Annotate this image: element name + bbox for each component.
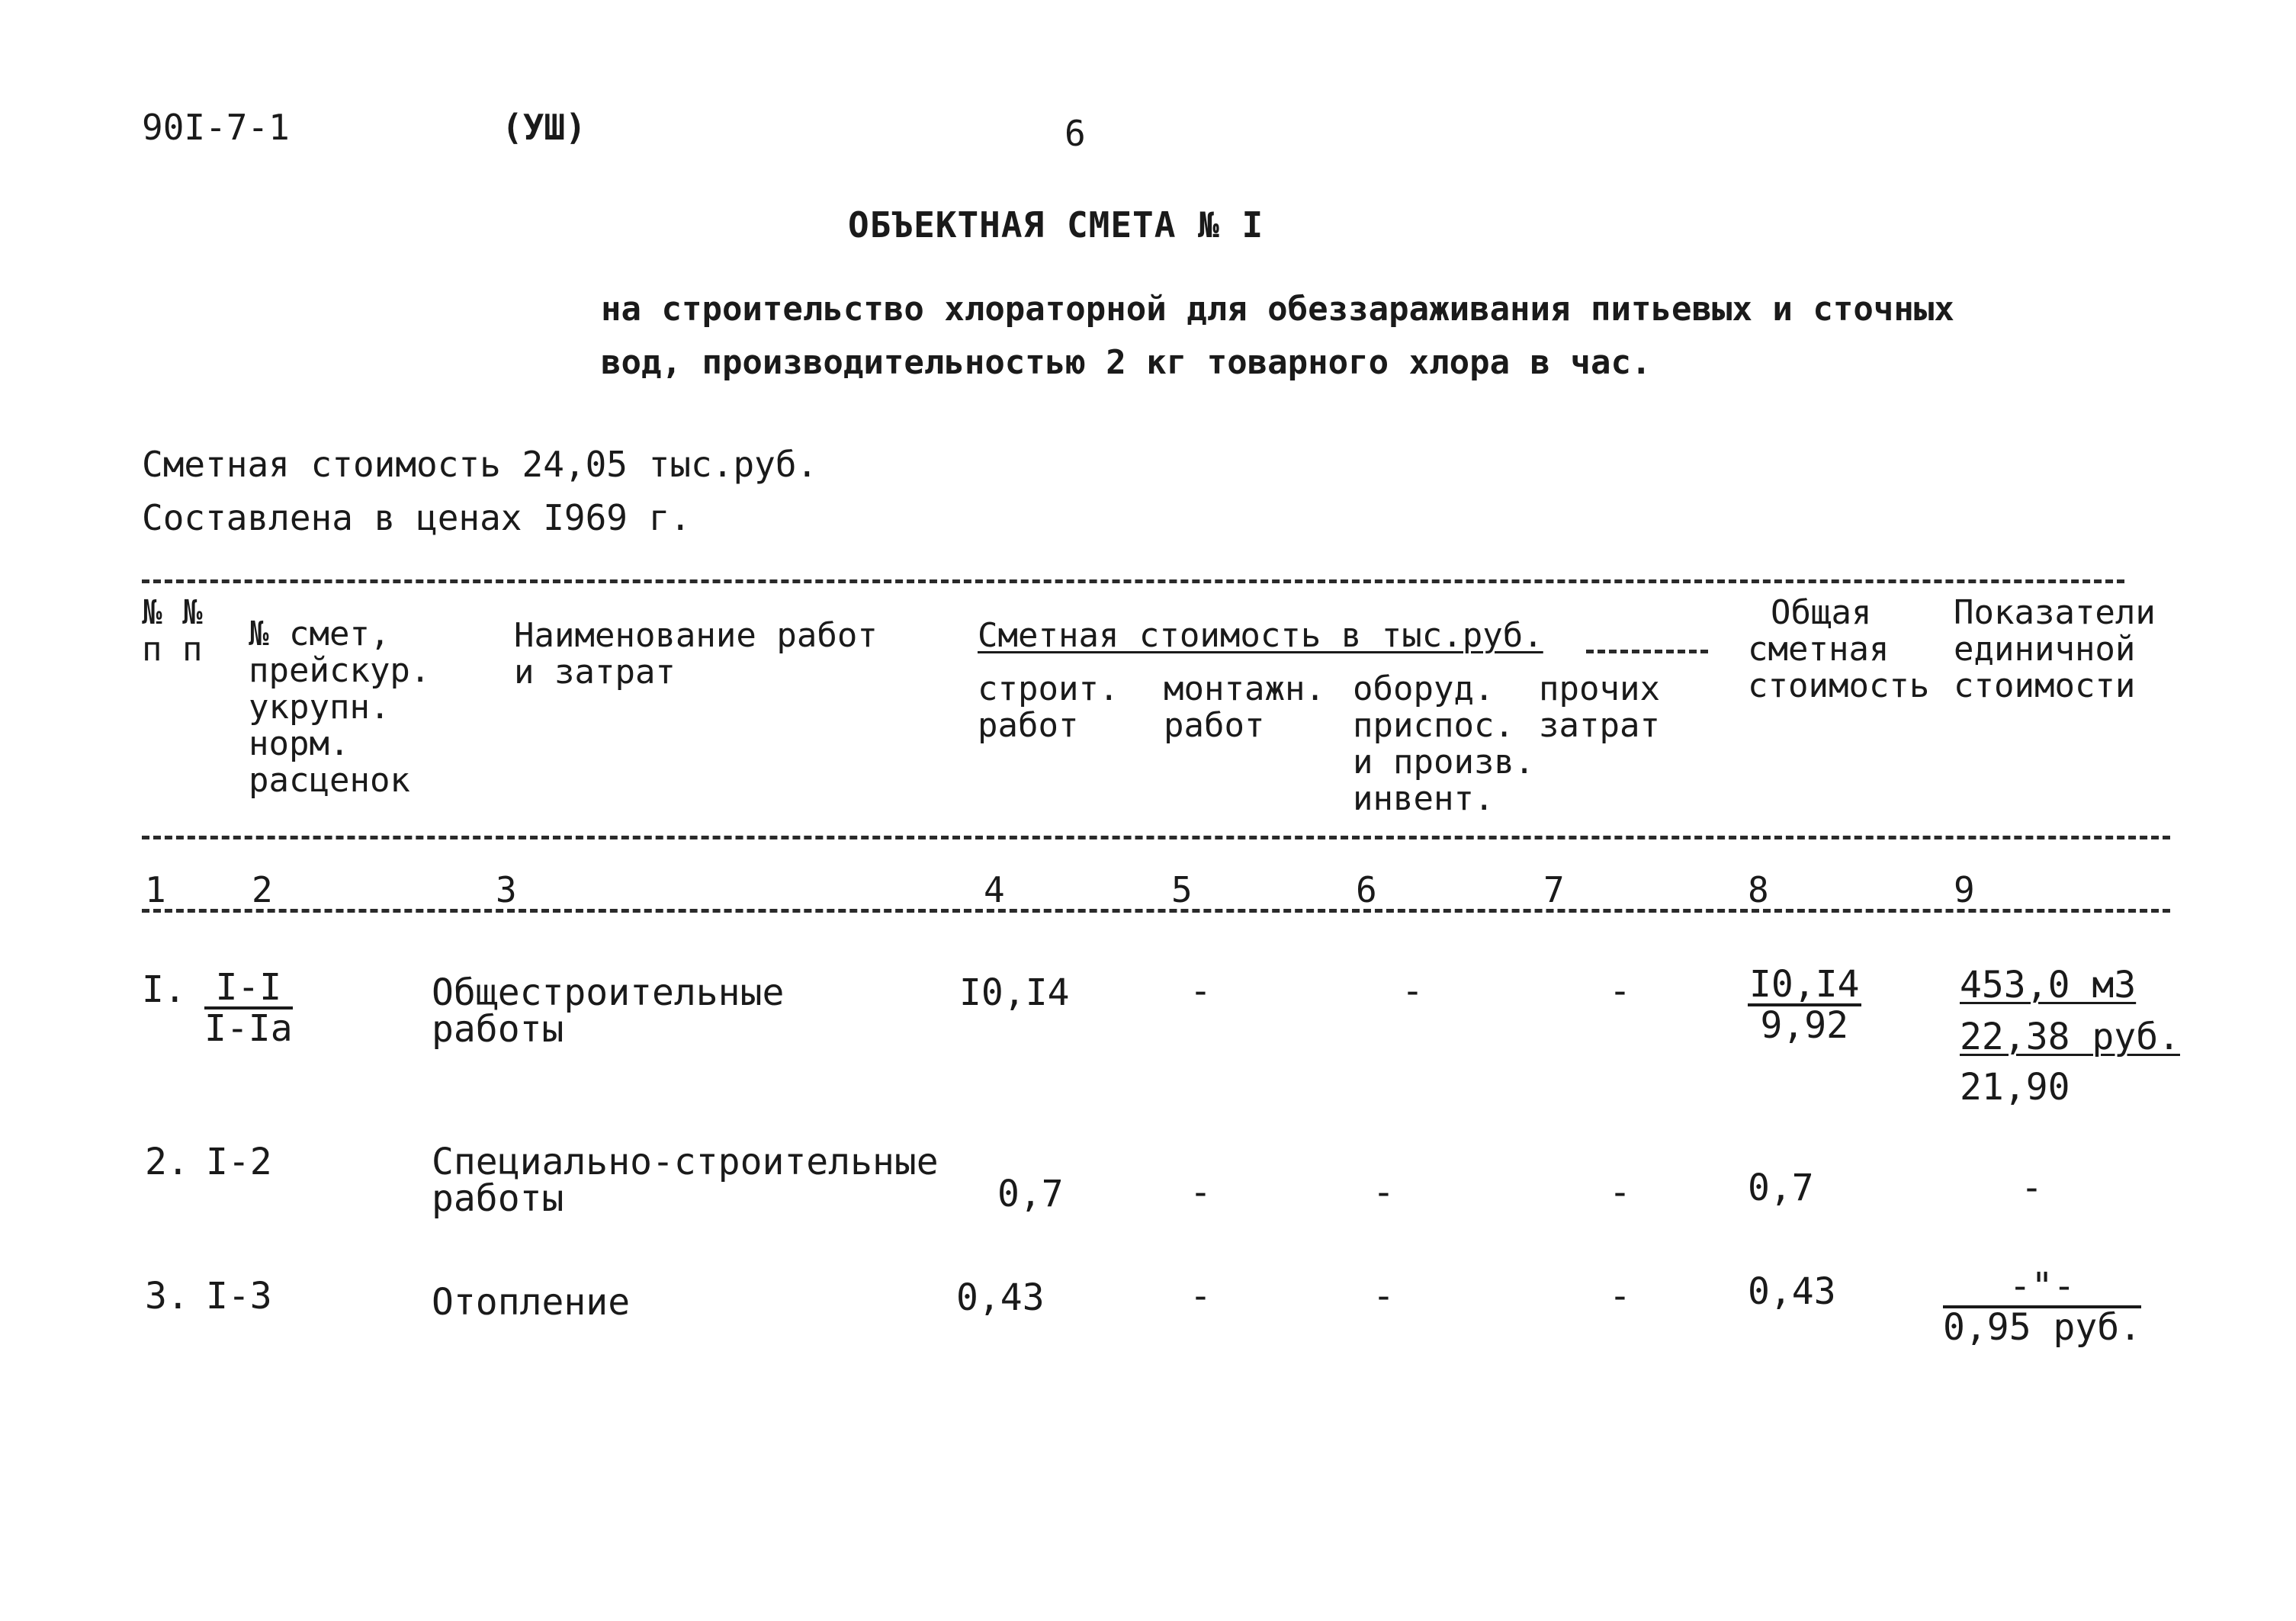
row-number: I.	[142, 968, 186, 1011]
column-number-1: 1	[145, 869, 166, 910]
row-number: 2.	[145, 1141, 189, 1183]
column-number-9: 9	[1954, 869, 1975, 910]
header-col-6: оборуд. приспос. и произв. инвент.	[1353, 669, 1535, 818]
header-col-7: прочих затрат	[1539, 669, 1660, 745]
table-top-rule	[142, 579, 2124, 583]
document-code: 90I-7-1	[142, 107, 290, 148]
row-code: I-3	[206, 1275, 272, 1318]
row-name: Специально-строительные работы	[432, 1141, 939, 1220]
row-number: 3.	[145, 1275, 189, 1318]
header-col-4: строит. работ	[978, 669, 1119, 745]
prices-year: Составлена в ценах I969 г.	[142, 497, 692, 538]
header-col-2: № смет, прейскур. укрупн. норм. расценок	[249, 615, 431, 800]
row-equipment: -	[1402, 970, 1424, 1013]
row-other: -	[1609, 970, 1631, 1013]
row-code: $\frac{I-I}{I-Ia}$	[204, 966, 293, 1050]
row-indicator-alt: 21,90	[1960, 1066, 2070, 1109]
row-construction: 0,43	[956, 1276, 1045, 1319]
row-total: 0,7	[1748, 1167, 1814, 1209]
row-indicator: $\frac{-"-}{\text{0,95 руб.}}$	[1943, 1265, 2142, 1349]
row-installation: -	[1190, 1171, 1212, 1214]
row-indicator-volume: 453,0 м3	[1960, 964, 2137, 1006]
row-installation: -	[1190, 970, 1212, 1013]
page-title: ОБЪЕКТНАЯ СМЕТА № I	[848, 204, 1264, 246]
row-other: -	[1609, 1275, 1631, 1318]
row-total: $\frac{I0,I4}{9,92}$	[1749, 963, 1860, 1047]
column-number-2: 2	[252, 869, 273, 910]
header-col-1: № № п п	[142, 593, 203, 669]
column-number-4: 4	[984, 869, 1005, 910]
estimate-cost: Сметная стоимость 24,05 тыс.руб.	[142, 444, 818, 485]
row-indicator: -	[2021, 1167, 2043, 1209]
row-name: Отопление	[432, 1281, 631, 1324]
row-other: -	[1609, 1171, 1631, 1214]
row-construction: I0,I4	[959, 971, 1070, 1014]
row-indicator-unit-cost: 22,38 руб.	[1960, 1016, 2180, 1058]
column-number-7: 7	[1543, 869, 1565, 910]
column-numbers-rule	[142, 909, 2170, 913]
header-col-5: монтажн. работ	[1164, 669, 1325, 745]
column-number-5: 5	[1171, 869, 1193, 910]
row-total: 0,43	[1748, 1270, 1836, 1313]
header-col-8: Общая сметная стоимость	[1748, 593, 1930, 705]
row-code: I-2	[206, 1141, 272, 1183]
header-cost-group: Сметная стоимость в тыс.руб.	[978, 616, 1543, 655]
header-col-3: Наименование работ и затрат	[514, 616, 878, 692]
document-part: (УШ)	[502, 107, 586, 148]
page-number: 6	[1065, 113, 1086, 154]
subtitle-line-1: на строительство хлораторной для обеззараживания питьевых и сточных	[601, 290, 1954, 329]
column-number-6: 6	[1356, 869, 1377, 910]
subtitle-line-2: вод, производительностью 2 кг товарного хлора в час.	[601, 343, 1652, 382]
row-construction: 0,7	[997, 1173, 1064, 1215]
row-installation: -	[1190, 1275, 1212, 1318]
column-number-8: 8	[1748, 869, 1769, 910]
row-name: Общестроительные работы	[432, 971, 785, 1051]
column-number-3: 3	[496, 869, 517, 910]
header-col-9: Показатели единичной стоимости	[1954, 593, 2156, 705]
header-bottom-rule	[142, 836, 2170, 839]
header-group-rule	[1586, 650, 1708, 653]
row-equipment: -	[1373, 1275, 1395, 1318]
row-equipment: -	[1373, 1171, 1395, 1214]
